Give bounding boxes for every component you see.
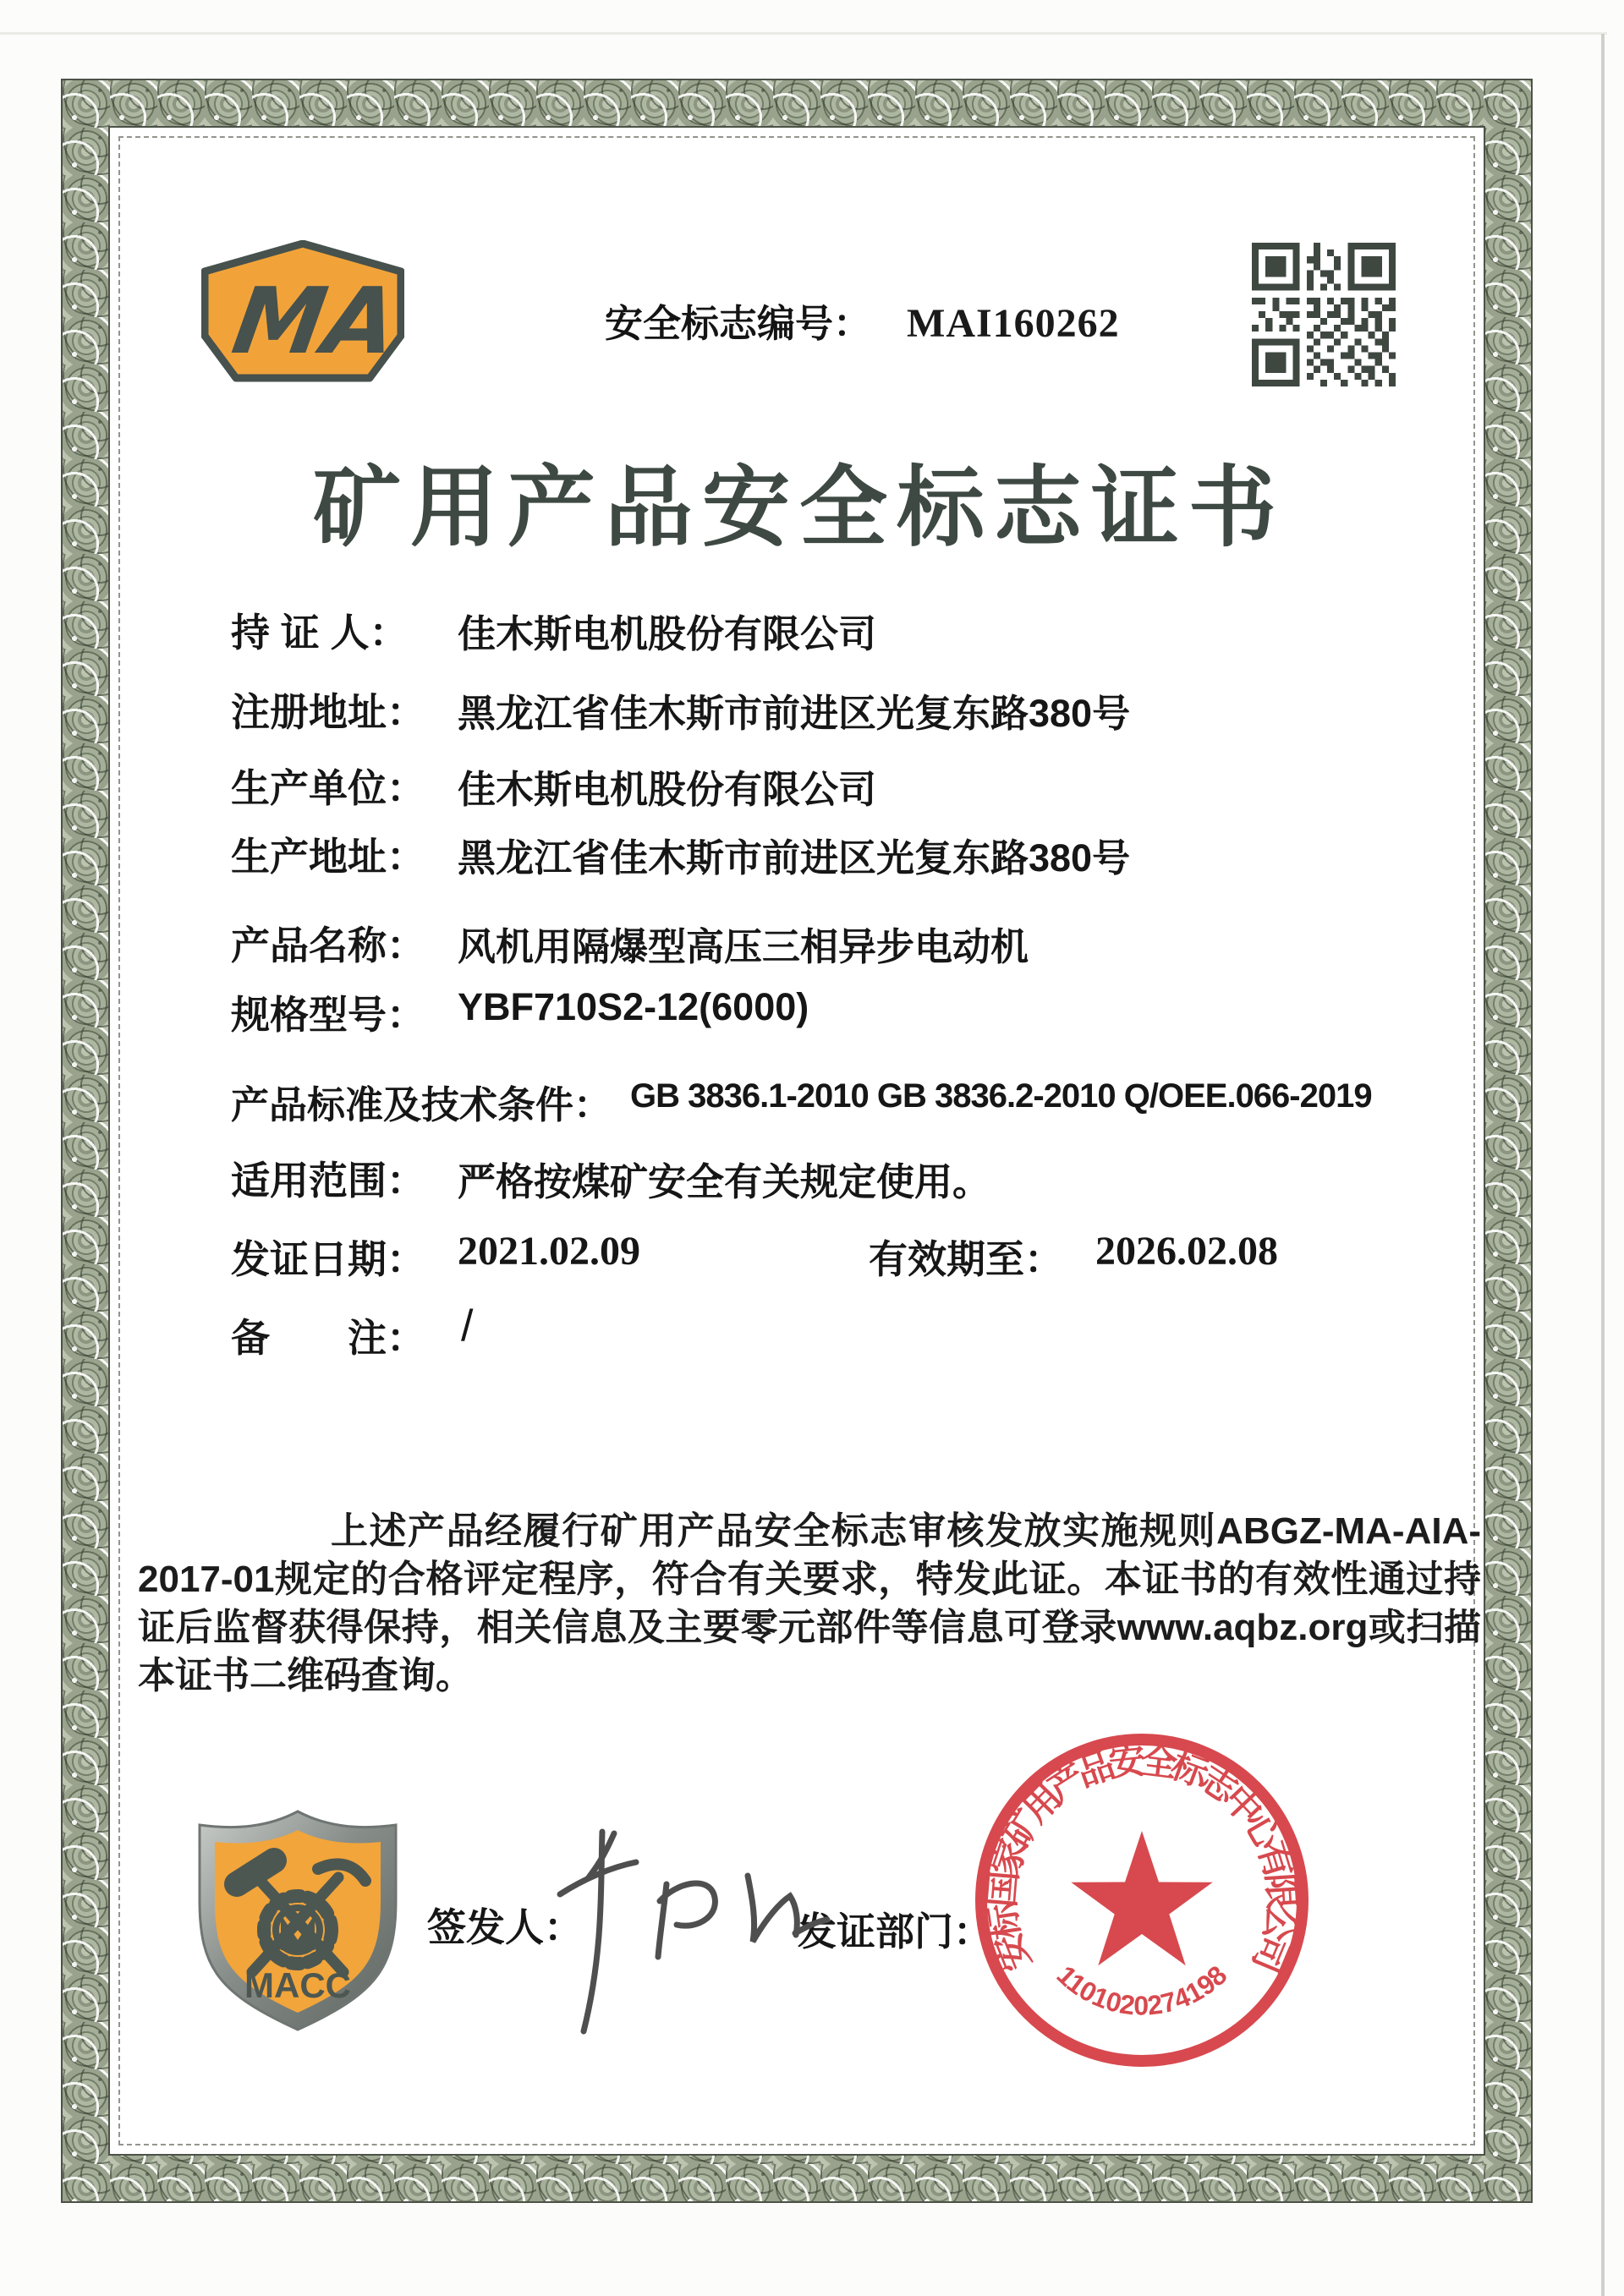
issue-date-label: 发证日期：: [231, 1237, 425, 1281]
certificate-title: 矿用产品安全标志证书: [312, 460, 1286, 557]
field-label-holder: 持 证 人：: [231, 611, 409, 655]
field-label-scope: 适用范围：: [231, 1159, 425, 1203]
issuer-label: 发证部门：: [798, 1910, 992, 1954]
issue-date-value: 2021.02.09: [458, 1229, 640, 1274]
field-label-standards: 产品标准及技术条件：: [231, 1083, 612, 1126]
field-value-registered-address: 黑龙江省佳木斯市前进区光复东路380号: [458, 692, 1131, 735]
certificate-statement: 上述产品经履行矿用产品安全标志审核发放实施规则ABGZ-MA-AIA-2017-01规定的合格评定程序，符合有关要求，特发此证。本证书的有效性通过持证后监督获得保持，相关信息及主要零元部件等信息可登录www.aqbz.org或扫描本证书二维码查询。: [138, 1510, 1481, 1696]
field-label-registered-address: 注册地址：: [231, 690, 425, 734]
remark-label: 备 注：: [231, 1316, 425, 1360]
field-value-holder: 佳木斯电机股份有限公司: [458, 612, 877, 655]
svg-text:1101020274198: [1051, 1959, 1233, 2020]
stamp-ring-text: 安标国家矿用产品安全标志中心有限公司: [981, 1740, 1302, 1979]
valid-until-value: 2026.02.08: [1095, 1229, 1278, 1274]
field-label-model: 规格型号：: [231, 993, 425, 1037]
safety-mark-label: 安全标志编号：: [605, 302, 872, 345]
safety-mark-row: [605, 293, 1120, 348]
qr-code: [1252, 243, 1396, 386]
field-label-manufacturer: 生产单位：: [231, 766, 425, 810]
field-value-manufacturer: 佳木斯电机股份有限公司: [458, 768, 877, 811]
stamp-number: 1101020274198: [1051, 1959, 1233, 2021]
official-stamp: [964, 1721, 1320, 2076]
field-label-production-address: 生产地址：: [231, 835, 425, 879]
remark-value: /: [461, 1301, 474, 1351]
safety-mark-number: MAI160262: [907, 301, 1120, 346]
signer-label: 签发人：: [427, 1905, 583, 1949]
ma-logo: [201, 240, 404, 382]
scan-edge-top: [0, 32, 1607, 35]
field-value-production-address: 黑龙江省佳木斯市前进区光复东路380号: [458, 836, 1131, 879]
scan-edge-right: [1601, 34, 1605, 2296]
field-label-product-name: 产品名称：: [231, 923, 425, 967]
valid-until-label: 有效期至：: [869, 1237, 1063, 1281]
macc-logo-text: MACC: [244, 1965, 351, 2005]
field-value-scope: 严格按煤矿安全有关规定使用。: [458, 1160, 991, 1203]
macc-logo: [193, 1806, 403, 2036]
field-value-product-name: 风机用隔爆型高压三相异步电动机: [458, 925, 1029, 968]
field-value-standards: GB 3836.1-2010 GB 3836.2-2010 Q/OEE.066-2019: [630, 1077, 1372, 1115]
field-value-model: YBF710S2-12(6000): [458, 985, 809, 1028]
signature: [548, 1823, 886, 2052]
ma-logo-text: MA: [226, 267, 404, 375]
